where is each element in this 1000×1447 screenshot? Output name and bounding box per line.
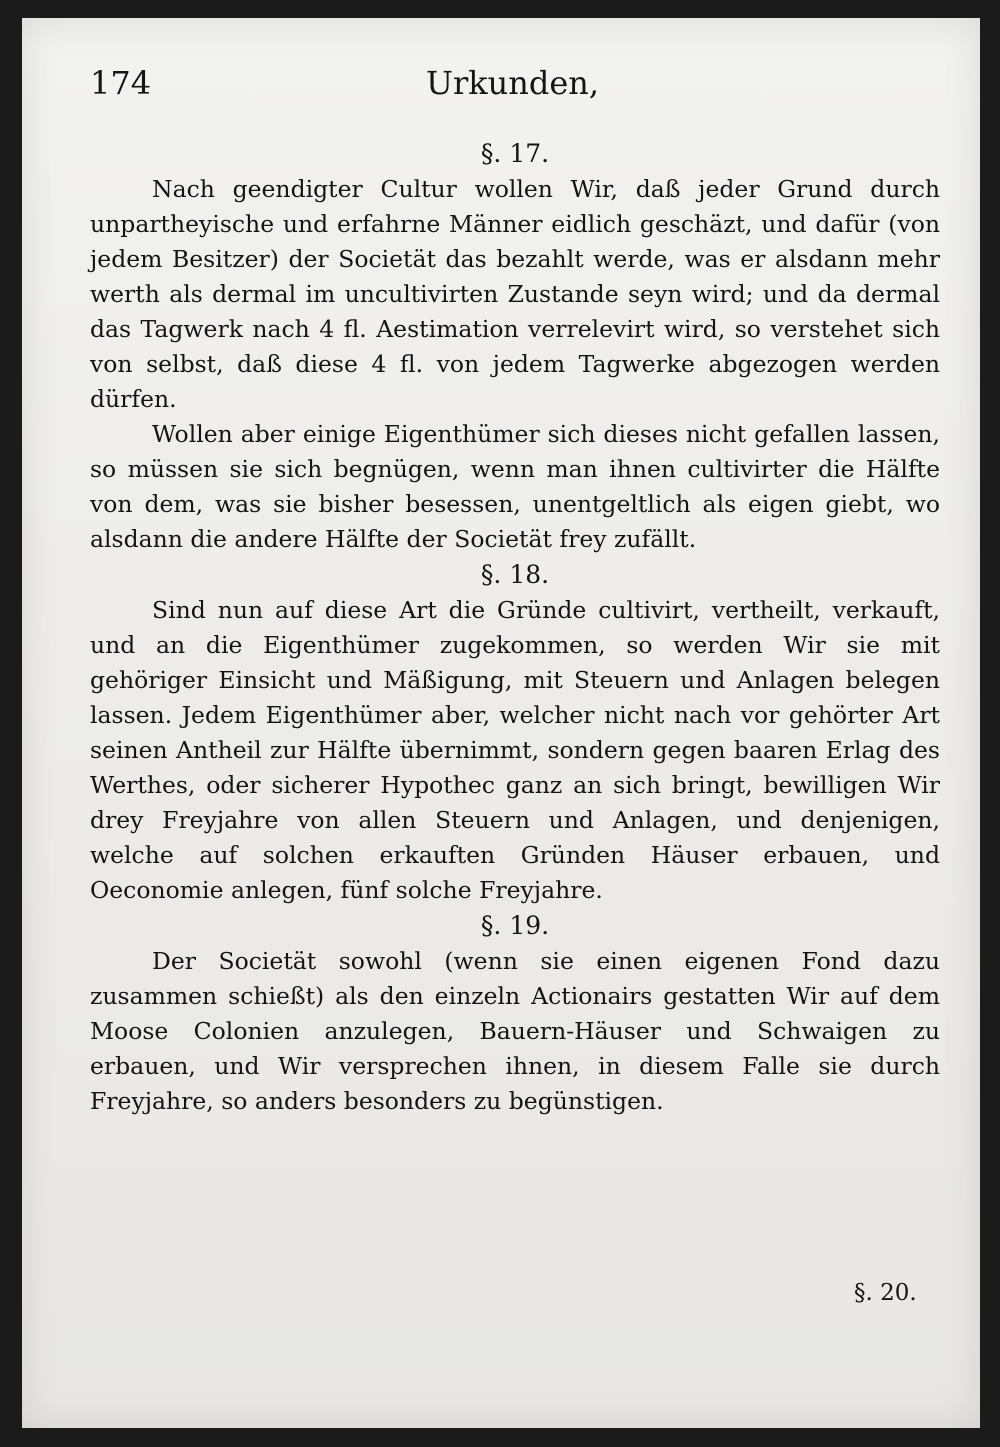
running-title: Urkunden, <box>426 64 600 102</box>
page-header <box>90 64 600 114</box>
book-page <box>22 18 980 1428</box>
section-heading-19: §. 19. <box>480 911 550 940</box>
paragraph: Nach geendigter Cultur wollen Wir, daß jeder Grund durch unpartheyische und erfahrne Männer eidlich geschäzt, und dafür (von jedem Besitzer) der Societät das bezahlt werde, was er alsdann mehr werth als dermal im uncultivirten Zustande seyn wird; und da dermal das Tagwerk nach 4 fl. Aestimation verrelevirt wird, so verstehet sich von selbst, daß diese 4 fl. von jedem Tagwerke abgezogen werden dürfen. <box>90 175 940 413</box>
paragraph: Wollen aber einige Eigenthümer sich dieses nicht gefallen lassen, so müssen sie sich begnügen, wenn man ihnen cultivirter die Hälfte von dem, was sie bisher besessen, unentgeltlich als eigen giebt, wo alsdann die andere Hälfte der Societät frey zufällt. <box>90 420 940 553</box>
paragraph: Sind nun auf diese Art die Gründe cultivirt, vertheilt, verkauft, und an die Eigenthümer zugekommen, so werden Wir sie mit gehöriger Einsicht und Mäßigung, mit Steuern und Anlagen belegen lassen. Jedem Eigenthümer aber, welcher nicht nach vor gehörter Art seinen Antheil zur Hälfte übernimmt, sondern gegen baaren Erlag des Werthes, oder sicherer Hypothec ganz an sich bringt, bewilligen Wir drey Freyjahre von allen Steuern und Anlagen, und denjenigen, welche auf solchen erkauften Gründen Häuser erbauen, und Oeconomie anlegen, fünf solche Freyjahre. <box>90 596 940 904</box>
paragraph: Der Societät sowohl (wenn sie einen eigenen Fond dazu zusammen schießt) als den einzeln Actionairs gestatten Wir auf dem Moose Colonien anzulegen, Bauern-Häuser und Schwaigen zu erbauen, und Wir versprechen ihnen, in diesem Falle sie durch Freyjahre, so anders besonders zu begünstigen. <box>90 947 940 1115</box>
page-number: 174 <box>90 64 152 102</box>
section-heading-18: §. 18. <box>480 560 550 589</box>
catchword: §. 20. <box>854 1280 917 1306</box>
body-text <box>90 136 940 1119</box>
section-heading-17: §. 17. <box>480 139 550 168</box>
